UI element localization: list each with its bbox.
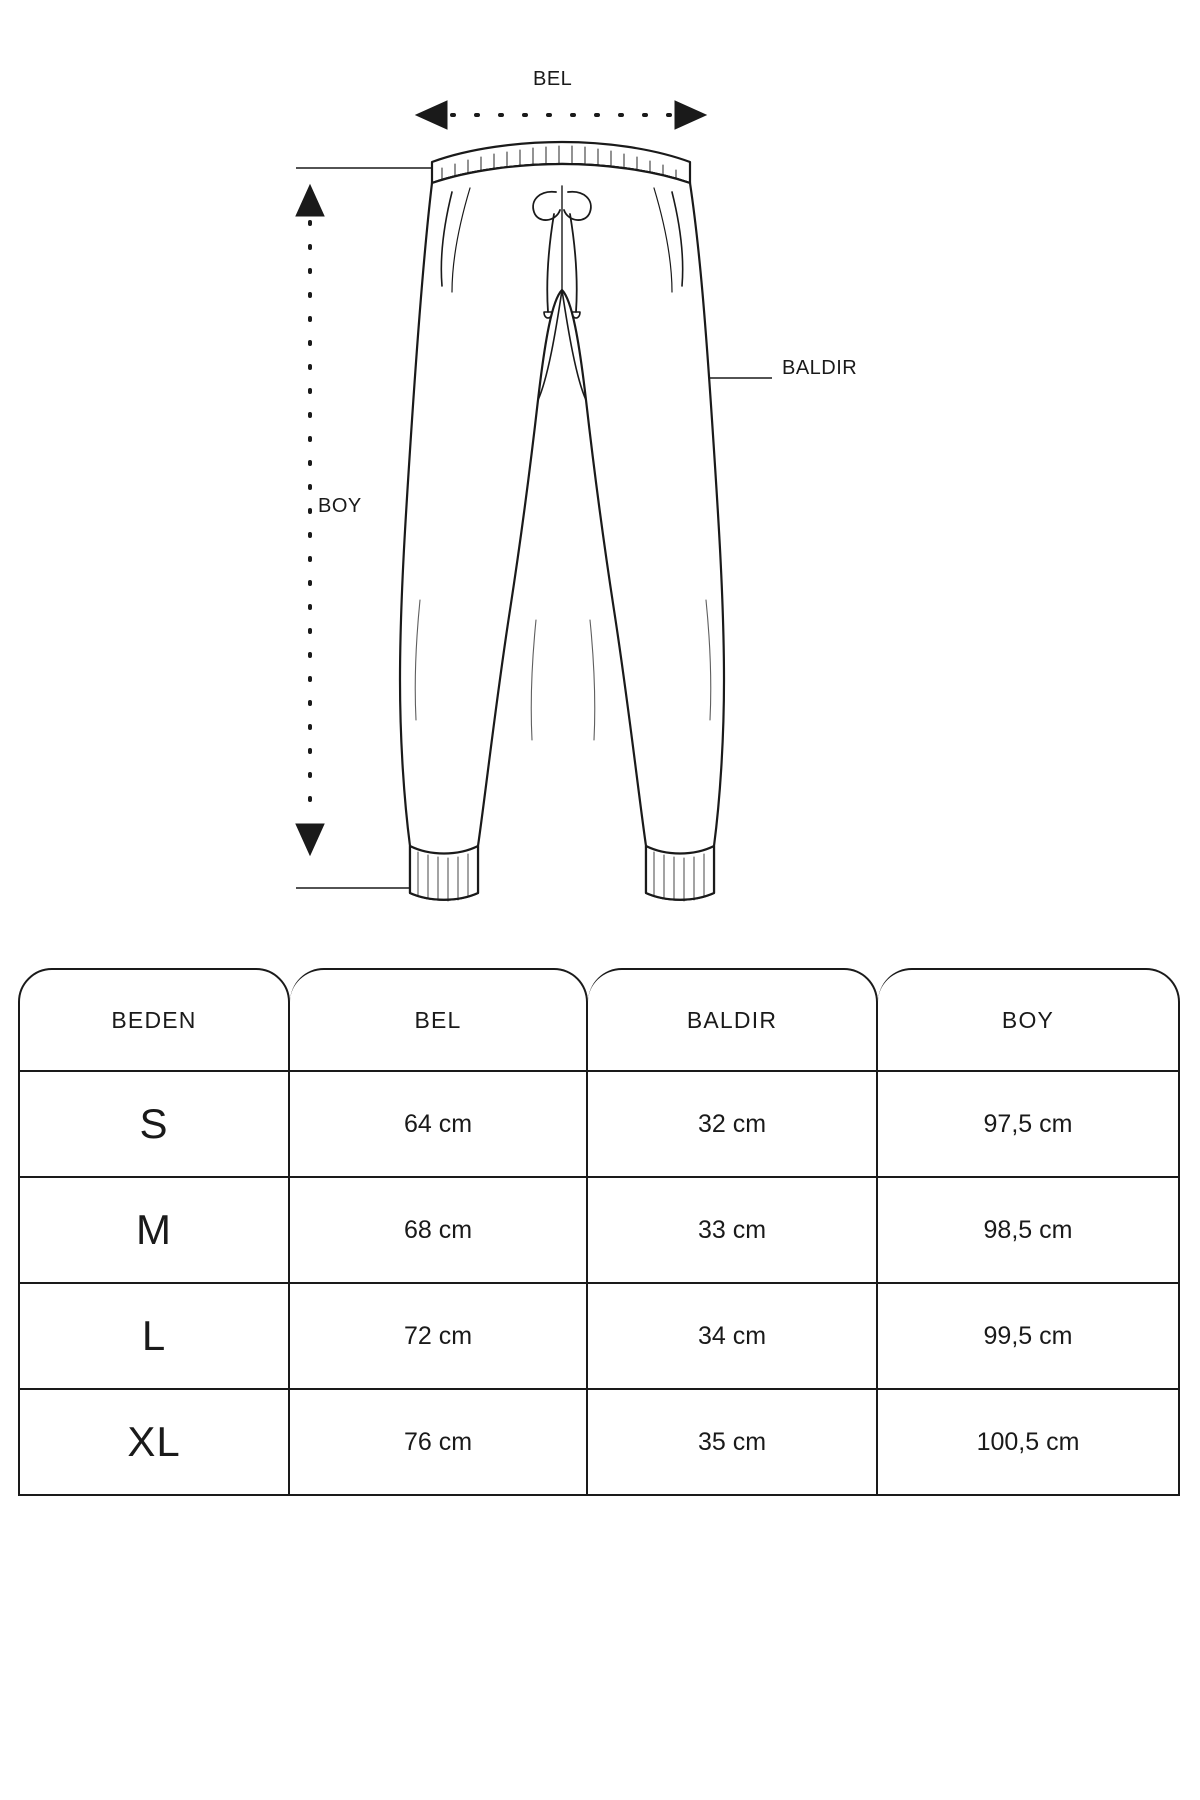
waist-dimension-label: BEL: [533, 68, 573, 90]
size-table-container: [18, 968, 1180, 1496]
column-header-boy: BOY: [878, 968, 1180, 1072]
cell-size: S: [18, 1072, 290, 1178]
table-header-row: [18, 968, 1180, 1072]
cell-baldir: 34 cm: [588, 1284, 878, 1390]
column-header-bel: BEL: [290, 968, 588, 1072]
table-row: [18, 1072, 1180, 1178]
cell-boy: 100,5 cm: [878, 1390, 1180, 1496]
cell-size: XL: [18, 1390, 290, 1496]
column-header-baldir: BALDIR: [588, 968, 878, 1072]
cell-bel: 64 cm: [290, 1072, 588, 1178]
cell-boy: 99,5 cm: [878, 1284, 1180, 1390]
length-dimension-label: BOY: [318, 495, 362, 517]
cell-baldir: 35 cm: [588, 1390, 878, 1496]
leg-dimension-label: BALDIR: [782, 357, 858, 379]
table-row: [18, 1178, 1180, 1284]
cell-size: M: [18, 1178, 290, 1284]
size-table: [18, 968, 1180, 1496]
cell-size: L: [18, 1284, 290, 1390]
sweatpants-outline: [400, 142, 724, 901]
cell-baldir: 33 cm: [588, 1178, 878, 1284]
cell-boy: 98,5 cm: [878, 1178, 1180, 1284]
table-row: [18, 1390, 1180, 1496]
table-row: [18, 1284, 1180, 1390]
cell-bel: 68 cm: [290, 1178, 588, 1284]
cell-bel: 72 cm: [290, 1284, 588, 1390]
cell-boy: 97,5 cm: [878, 1072, 1180, 1178]
column-header-beden: BEDEN: [18, 968, 290, 1072]
cell-baldir: 32 cm: [588, 1072, 878, 1178]
waist-dimension-arrow: [416, 101, 706, 129]
cell-bel: 76 cm: [290, 1390, 588, 1496]
